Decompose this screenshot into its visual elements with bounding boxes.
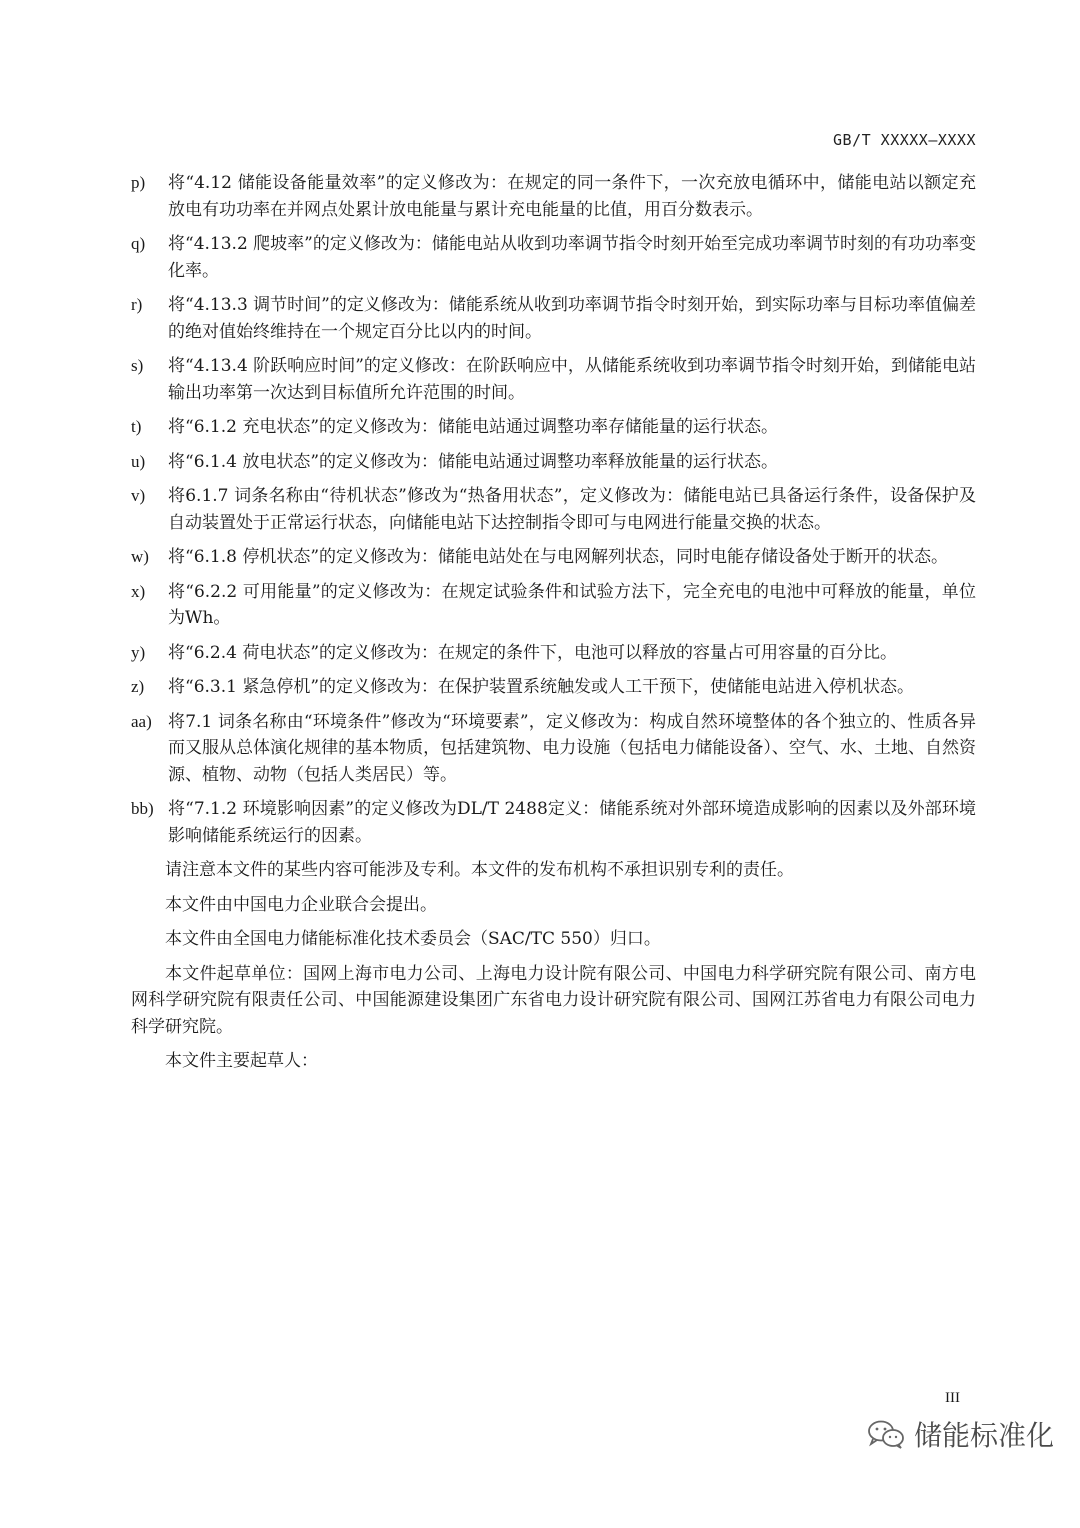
list-item (131, 449, 976, 476)
list-item (131, 353, 976, 406)
list-marker: x) (131, 581, 146, 601)
list-item-text: 将7.1 词条名称由“环境条件”修改为“环境要素”，定义修改为：构成自然环境整体的各个独立的、性质各异而又服从总体演化规律的基本物质，包括建筑物、电力设施（包括电力储能设备）、空气、水、土地、自然资源、植物、动物（包括人类居民）等。 (168, 711, 976, 785)
list-marker: w) (131, 547, 149, 566)
list-item (131, 231, 976, 284)
watermark-text: 储能标准化 (914, 1419, 1055, 1452)
paragraph: 本文件主要起草人： (165, 1051, 318, 1071)
list-marker: z) (131, 677, 145, 696)
list-item (131, 640, 976, 667)
list-marker: u) (131, 451, 146, 471)
list-marker: bb) (131, 799, 154, 818)
list-item-text: 将“4.13.2 爬坡率”的定义修改为：储能电站从收到功率调节指令时刻开始至完成功率调节时刻的有功功率变化率。 (168, 234, 976, 281)
foreword-paragraphs (131, 857, 976, 1075)
list-item-text: 将“7.1.2 环境影响因素”的定义修改为DL/T 2488定义：储能系统对外部环境造成影响的因素以及外部环境影响储能系统运行的因素。 (168, 799, 976, 846)
list-item (131, 674, 976, 701)
list-item-text: 将“6.3.1 紧急停机”的定义修改为：在保护装置系统触发或人工干预下，使储能电站进入停机状态。 (168, 677, 915, 697)
list-item (131, 292, 976, 345)
list-item (131, 796, 976, 849)
list-item (131, 483, 976, 536)
paragraph: 本文件起草单位：国网上海市电力公司、上海电力设计院有限公司、中国电力科学研究院有限公司、南方电网科学研究院有限责任公司、中国能源建设集团广东省电力设计研究院有限公司、国网江苏省电力有限公司电力科学研究院。 (131, 963, 976, 1037)
list-marker: s) (131, 356, 144, 375)
list-item-text: 将“4.12 储能设备能量效率”的定义修改为：在规定的同一条件下，一次充放电循环中，储能电站以额定充放电有功功率在并网点处累计放电能量与累计充电能量的比值，用百分数表示。 (168, 173, 976, 220)
list-item (131, 579, 976, 632)
list-marker: p) (131, 173, 146, 192)
list-item-text: 将“6.1.8 停机状态”的定义修改为：储能电站处在与电网解列状态，同时电能存储设备处于断开的状态。 (168, 547, 949, 567)
amendment-list (131, 170, 976, 849)
list-marker: t) (131, 417, 142, 436)
list-item-text: 将6.1.7 词条名称由“待机状态”修改为“热备用状态”，定义修改为：储能电站已具备运行条件，设备保护及自动装置处于正常运行状态，向储能电站下达控制指令即可与电网进行能量交换的状态。 (168, 486, 976, 533)
list-item-text: 将“4.13.3 调节时间”的定义修改为：储能系统从收到功率调节指令时刻开始，到实际功率与目标功率值偏差的绝对值始终维持在一个规定百分比以内的时间。 (168, 295, 976, 342)
list-item-text: 将“6.1.2 充电状态”的定义修改为：储能电站通过调整功率存储能量的运行状态。 (168, 417, 779, 437)
list-item-text: 将“6.2.4 荷电状态”的定义修改为：在规定的条件下，电池可以释放的容量占可用容量的百分比。 (168, 642, 898, 663)
list-marker: aa) (131, 711, 152, 731)
list-item-text: 将“6.2.2 可用能量”的定义修改为：在规定试验条件和试验方法下，完全充电的电池中可释放的能量，单位为Wh。 (168, 581, 976, 628)
list-item-text: 将“4.13.4 阶跃响应时间”的定义修改：在阶跃响应中，从储能系统收到功率调节指令时刻开始，到储能电站输出功率第一次达到目标值所允许范围的时间。 (168, 356, 976, 403)
page-number: III (945, 1390, 960, 1406)
document-body (131, 170, 976, 1083)
paragraph: 请注意本文件的某些内容可能涉及专利。本文件的发布机构不承担识别专利的责任。 (165, 860, 794, 880)
list-item (131, 544, 976, 571)
list-marker: y) (131, 642, 146, 662)
list-item (131, 414, 976, 441)
wechat-icon (866, 1419, 906, 1449)
paragraph: 本文件由全国电力储能标准化技术委员会（SAC/TC 550）归口。 (165, 929, 661, 949)
list-marker: v) (131, 486, 146, 505)
watermark (866, 1414, 1054, 1454)
doc-code-header: GB/T XXXXX—XXXX (833, 131, 976, 149)
list-marker: q) (131, 234, 146, 253)
list-marker: r) (131, 295, 143, 314)
paragraph: 本文件由中国电力企业联合会提出。 (165, 894, 437, 915)
list-item (131, 709, 976, 789)
list-item-text: 将“6.1.4 放电状态”的定义修改为：储能电站通过调整功率释放能量的运行状态。 (168, 451, 779, 472)
list-item (131, 170, 976, 223)
